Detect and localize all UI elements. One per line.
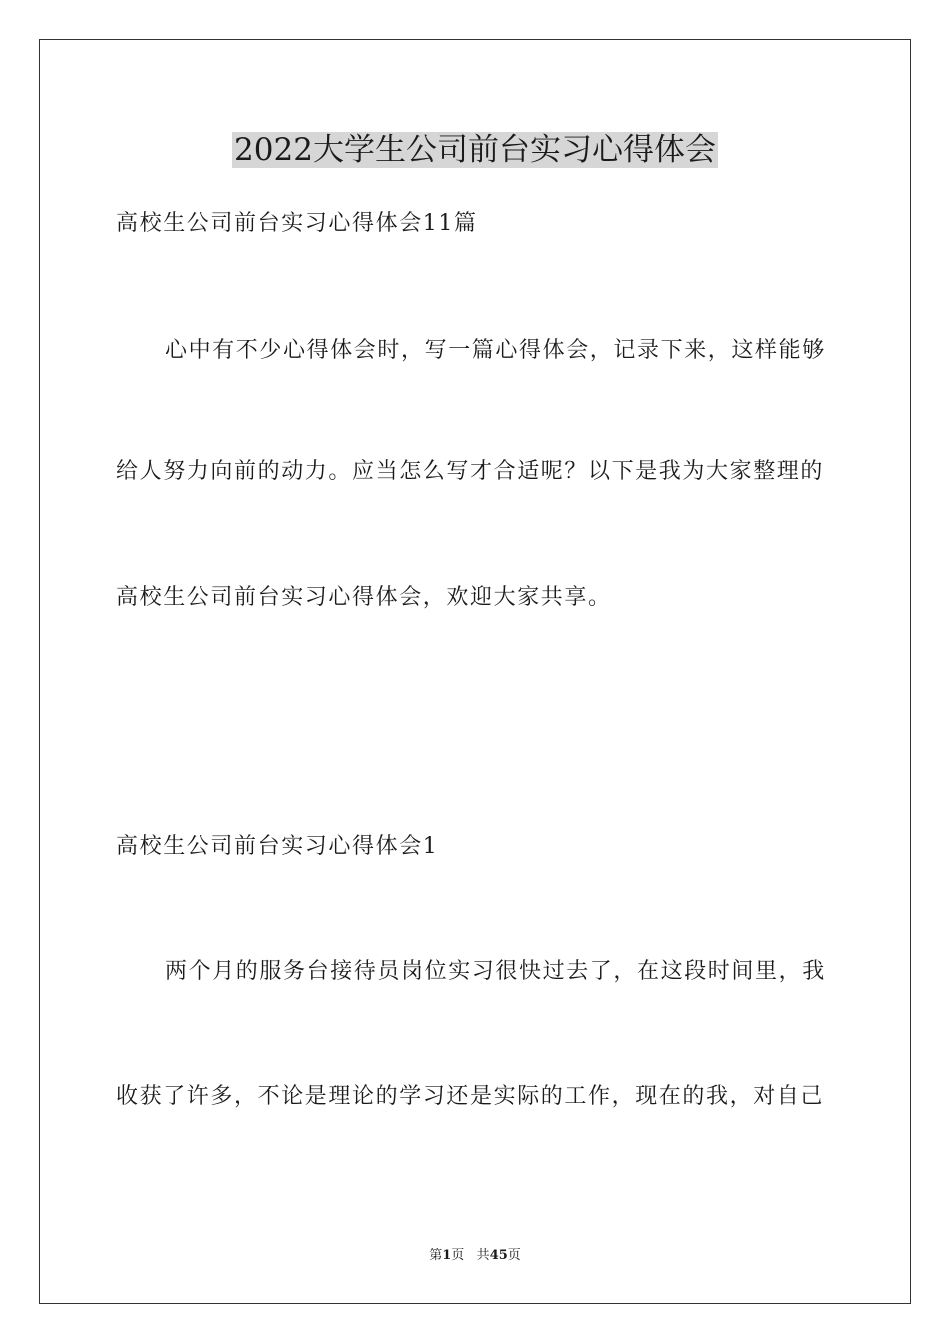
paragraph-line: 收获了许多，不论是理论的学习还是实际的工作，现在的我，对自己 — [116, 1084, 825, 1109]
paragraph-line: 给人努力向前的动力。应当怎么写才合适呢？以下是我为大家整理的 — [116, 459, 825, 484]
total-pages: 45 — [489, 1248, 508, 1263]
page-footer — [0, 1246, 950, 1266]
page-suffix: 页 — [451, 1248, 465, 1263]
page-prefix: 第 — [429, 1248, 443, 1263]
total-prefix: 共 — [476, 1248, 490, 1263]
paragraph-line: 高校生公司前台实习心得体会，欢迎大家共享。 — [116, 585, 612, 610]
subtitle-line: 高校生公司前台实习心得体会11篇 — [116, 211, 478, 236]
section-heading: 高校生公司前台实习心得体会1 — [116, 834, 439, 859]
paragraph-line: 心中有不少心得体会时，写一篇心得体会，记录下来，这样能够 — [165, 338, 826, 363]
document-title-text: 2022大学生公司前台实习心得体会 — [234, 132, 716, 168]
total-suffix: 页 — [507, 1248, 521, 1263]
paragraph-line: 两个月的服务台接待员岗位实习很快过去了，在这段时间里，我 — [165, 959, 826, 984]
page-number: 1 — [442, 1248, 452, 1263]
document-title — [0, 128, 950, 172]
